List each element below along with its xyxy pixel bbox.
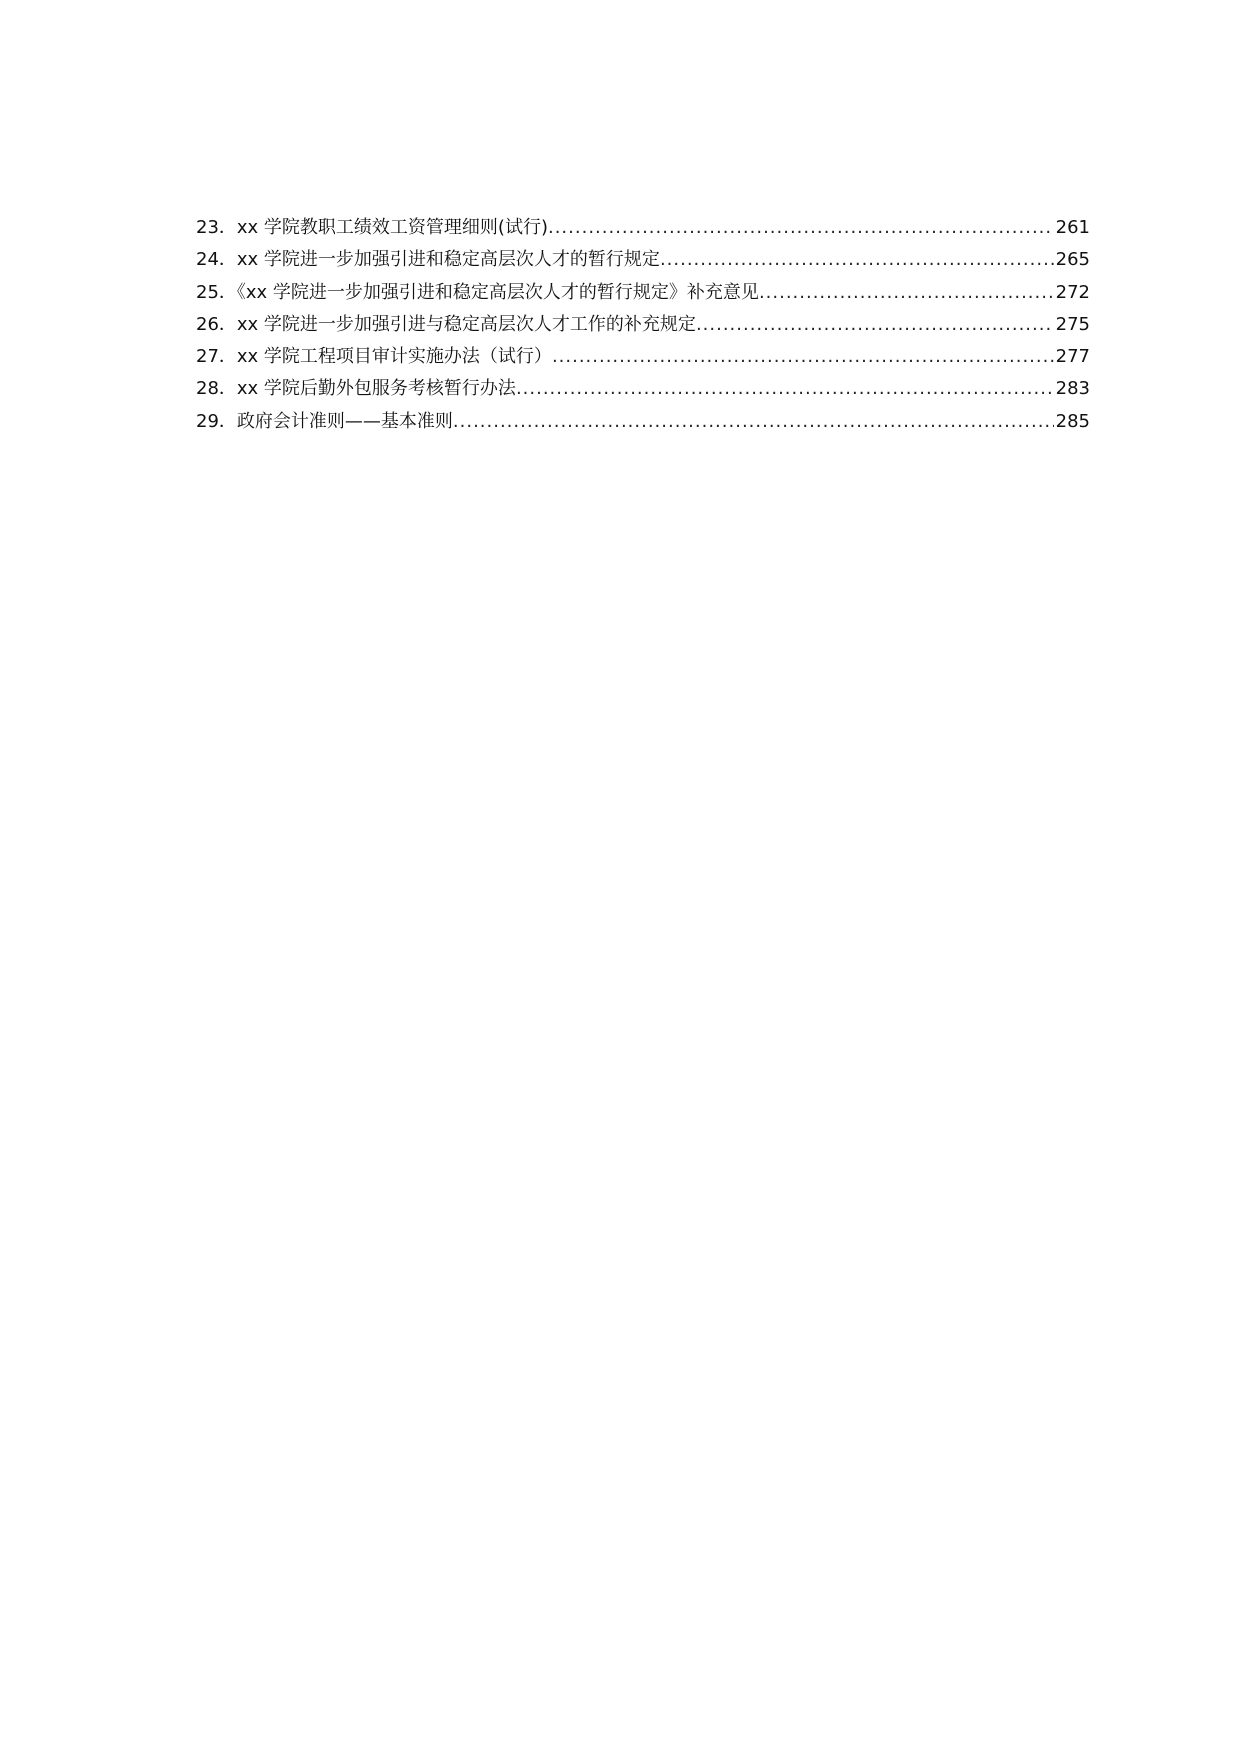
toc-entry[interactable] xyxy=(196,244,1090,276)
toc-entry-title: 27．xx 学院工程项目审计实施办法（试行） xyxy=(196,346,552,368)
toc-dot-leader xyxy=(548,212,1054,244)
toc-entry-page: 275 xyxy=(1055,313,1090,335)
toc-entry-title: 28．xx 学院后勤外包服务考核暂行办法 xyxy=(196,378,516,400)
toc-entry[interactable] xyxy=(196,309,1090,341)
toc-entry[interactable] xyxy=(196,277,1090,309)
toc-dot-leader xyxy=(516,373,1054,405)
toc-entry-title: 25．《xx 学院进一步加强引进和稳定高层次人才的暂行规定》补充意见 xyxy=(196,281,759,303)
toc-entry-page: 285 xyxy=(1055,410,1090,432)
toc-entry-page: 272 xyxy=(1055,281,1090,303)
toc-entry[interactable] xyxy=(196,341,1090,373)
table-of-contents xyxy=(196,212,1090,438)
toc-entry-title: 26．xx 学院进一步加强引进与稳定高层次人才工作的补充规定 xyxy=(196,313,696,335)
toc-entry[interactable] xyxy=(196,212,1090,244)
toc-entry-page: 261 xyxy=(1055,217,1090,238)
toc-entry-title: 23．xx 学院教职工绩效工资管理细则(试行) xyxy=(196,217,548,238)
toc-dot-leader xyxy=(453,406,1054,438)
toc-entry[interactable] xyxy=(196,406,1090,438)
toc-entry-title: 29．政府会计准则——基本准则 xyxy=(196,410,453,432)
toc-dot-leader xyxy=(696,309,1054,341)
toc-entry-page: 283 xyxy=(1055,378,1090,400)
toc-entry-title: 24．xx 学院进一步加强引进和稳定高层次人才的暂行规定 xyxy=(196,249,660,271)
toc-dot-leader xyxy=(552,341,1054,373)
toc-entry-page: 265 xyxy=(1055,249,1090,271)
toc-entry-page: 277 xyxy=(1055,346,1090,368)
toc-dot-leader xyxy=(660,244,1054,276)
toc-entry[interactable] xyxy=(196,373,1090,405)
toc-dot-leader xyxy=(759,277,1054,309)
